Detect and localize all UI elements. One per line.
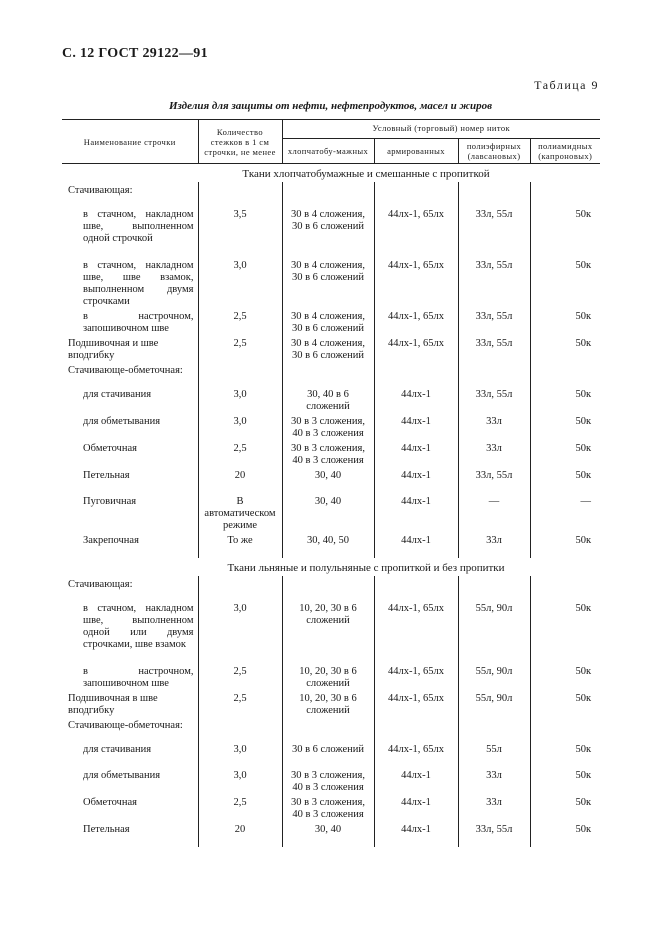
table-title: Изделия для защиты от нефти, нефтепродуктов, масел и жиров [168,100,492,112]
cell-polyamide: 50к [575,770,592,781]
col-header-armored: армированных [374,139,458,164]
cell-cotton: 30, 40, 50 [307,535,349,546]
cell-polyamide: 50к [575,603,592,614]
table-row [62,467,600,493]
cell-armored: 44лх-1 [401,443,431,454]
cell-polyester: 33л, 55л [475,311,513,322]
table-number: Таблица 9 [534,78,599,92]
cell-stitches: В автоматическом режиме [204,496,276,531]
cell-cotton: 30 в 3 сложения, 40 в 3 сложения [291,797,365,820]
table-row [62,206,600,257]
table-row [62,413,600,440]
cell-polyester: 55л, 90л [475,666,513,677]
cell-stitches: 20 [234,470,246,481]
cell-polyamide: 50к [575,470,592,481]
table-row [62,741,600,767]
cell-stitches: 2,5 [233,443,247,454]
seam-name: для стачивания [83,744,152,755]
cell-polyester: 33л, 55л [475,338,513,349]
table-row [62,335,600,362]
cell-armored: 44лх-1, 65лх [388,209,444,220]
table-row [62,386,600,413]
table-row [62,440,600,467]
cell-polyamide: 50к [575,443,592,454]
seam-name: Обметочная [83,797,137,808]
cell-armored: 44лх-1, 65лх [388,666,444,677]
section-title: Ткани хлопчатобумажные и смешанные с пропиткой [242,168,490,180]
cell-stitches: 2,5 [233,338,247,349]
cell-cotton: 30 в 4 сложения, 30 в 6 сложений [291,260,365,283]
cell-cotton: 30, 40 [314,824,342,835]
cell-polyester: 33л [486,416,502,427]
table-row [62,794,600,821]
cell-stitches: 2,5 [233,693,247,704]
cell-cotton: 30 в 4 сложения, 30 в 6 сложений [291,338,365,361]
cell-stitches: 2,5 [233,311,247,322]
subheading-row [62,717,600,741]
table-row [62,600,600,663]
table-header [62,120,600,164]
cell-stitches: 2,5 [233,797,247,808]
col-header-thread-group: Условный (торговый) номер ниток [282,120,600,139]
cell-armored: 44лх-1, 65лх [388,338,444,349]
seam-name: в настрочном, запошивочном шве [83,311,194,334]
cell-polyamide: 50к [575,209,592,220]
cell-armored: 44лх-1, 65лх [388,744,444,755]
cell-polyester: — [488,496,500,507]
seam-name: Обметочная [83,443,137,454]
cell-polyamide: 50к [575,416,592,427]
seam-name: для обметывания [83,416,161,427]
table-row [62,493,600,532]
cell-polyamide: 50к [575,260,592,271]
seam-name: Пуговичная [83,496,137,507]
table-row [62,532,600,558]
table-row [62,821,600,847]
section-title: Ткани льняные и полульняные с пропиткой и без пропитки [227,562,505,574]
cell-cotton: 30 в 3 сложения, 40 в 3 сложения [291,416,365,439]
cell-cotton: 30 в 3 сложения, 40 в 3 сложения [291,443,365,466]
col-header-stitches: Количество стежков в 1 см строчки, не менее [198,120,282,164]
cell-stitches: 3,0 [233,770,247,781]
cell-stitches: 3,0 [233,603,247,614]
seam-name: Петельная [83,470,130,481]
cell-polyamide: 50к [575,338,592,349]
table-body [62,164,600,848]
seam-name: в настрочном, запошивочном шве [83,666,194,689]
seam-name: Стачивающая: [68,579,133,590]
seam-name: для обметывания [83,770,161,781]
cell-polyester: 33л, 55л [475,260,513,271]
seam-name: в стачном, накладном шве, выполненном одной или двумя строчками, шве взамок [83,603,194,650]
seam-name: Стачивающе-обметочная: [68,365,183,376]
cell-polyester: 33л, 55л [475,209,513,220]
cell-cotton: 30 в 4 сложения, 30 в 6 сложений [291,209,365,232]
cell-polyester: 33л, 55л [475,389,513,400]
seam-name: для стачивания [83,389,152,400]
subheading-row [62,182,600,206]
cell-stitches: 3,0 [233,260,247,271]
cell-polyester: 55л, 90л [475,693,513,704]
seam-name: в стачном, накладном шве, шве взамок, выполненном двумя строчками [83,260,194,307]
cell-polyester: 55л [486,744,502,755]
cell-armored: 44лх-1 [401,770,431,781]
cell-armored: 44лх-1 [401,797,431,808]
table-row [62,257,600,308]
cell-polyamide: 50к [575,797,592,808]
cell-polyamide: 50к [575,666,592,677]
seam-name: Закрепочная [83,535,139,546]
seam-name: в стачном, накладном шве, выполненном одной строчкой [83,209,194,244]
cell-polyamide: 50к [575,535,592,546]
section-row [62,558,600,576]
cell-armored: 44лх-1, 65лх [388,693,444,704]
thread-table [62,119,600,847]
col-header-name: Наименование строчки [62,120,198,164]
table-row [62,308,600,335]
col-header-cotton: хлопчатобу-мажных [282,139,374,164]
seam-name: Подшивочная в шве вподгибку [68,693,158,716]
cell-cotton: 30 в 4 сложения, 30 в 6 сложений [291,311,365,334]
cell-armored: 44лх-1, 65лх [388,260,444,271]
subheading-row [62,576,600,600]
subheading-row [62,362,600,386]
cell-armored: 44лх-1 [401,535,431,546]
page-header: С. 12 ГОСТ 29122—91 [62,46,208,61]
seam-name: Подшивочная и шве вподгибку [68,338,159,361]
cell-cotton: 10, 20, 30 в 6 сложений [299,693,357,716]
table-row [62,767,600,794]
cell-armored: 44лх-1 [401,416,431,427]
cell-armored: 44лх-1 [401,496,431,507]
section-row [62,164,600,183]
cell-cotton: 30 в 6 сложений [291,744,365,755]
col-header-polyamide: полиамидных (капроновых) [530,139,600,164]
cell-cotton: 30, 40 [314,496,342,507]
cell-armored: 44лх-1 [401,470,431,481]
seam-name: Стачивающая: [68,185,133,196]
seam-name: Стачивающе-обметочная: [68,720,183,731]
cell-polyamide: 50к [575,744,592,755]
table-row [62,690,600,717]
cell-armored: 44лх-1 [401,824,431,835]
cell-cotton: 30, 40 [314,470,342,481]
cell-cotton: 10, 20, 30 в 6 сложений [299,603,357,626]
cell-stitches: 3,0 [233,416,247,427]
cell-stitches: 20 [234,824,246,835]
cell-armored: 44лх-1, 65лх [388,311,444,322]
cell-cotton: 10, 20, 30 в 6 сложений [299,666,357,689]
cell-stitches: 2,5 [233,666,247,677]
seam-name: Петельная [83,824,130,835]
cell-polyester: 33л [486,797,502,808]
cell-polyamide: 50к [575,389,592,400]
cell-polyester: 33л [486,443,502,454]
cell-polyester: 33л [486,535,502,546]
cell-polyamide: — [580,496,592,507]
cell-polyester: 55л, 90л [475,603,513,614]
cell-polyamide: 50к [575,693,592,704]
cell-polyamide: 50к [575,824,592,835]
cell-stitches: 3,0 [233,389,247,400]
table-row [62,663,600,690]
cell-polyester: 33л, 55л [475,824,513,835]
col-header-polyester: полиэфирных (лавсановых) [458,139,530,164]
cell-armored: 44лх-1 [401,389,431,400]
cell-cotton: 30, 40 в 6 сложений [306,389,350,412]
cell-polyamide: 50к [575,311,592,322]
cell-stitches: 3,0 [233,744,247,755]
cell-stitches: 3,5 [233,209,247,220]
cell-cotton: 30 в 3 сложения, 40 в 3 сложения [291,770,365,793]
cell-polyester: 33л, 55л [475,470,513,481]
cell-armored: 44лх-1, 65лх [388,603,444,614]
cell-polyester: 33л [486,770,502,781]
cell-stitches: То же [227,535,253,546]
